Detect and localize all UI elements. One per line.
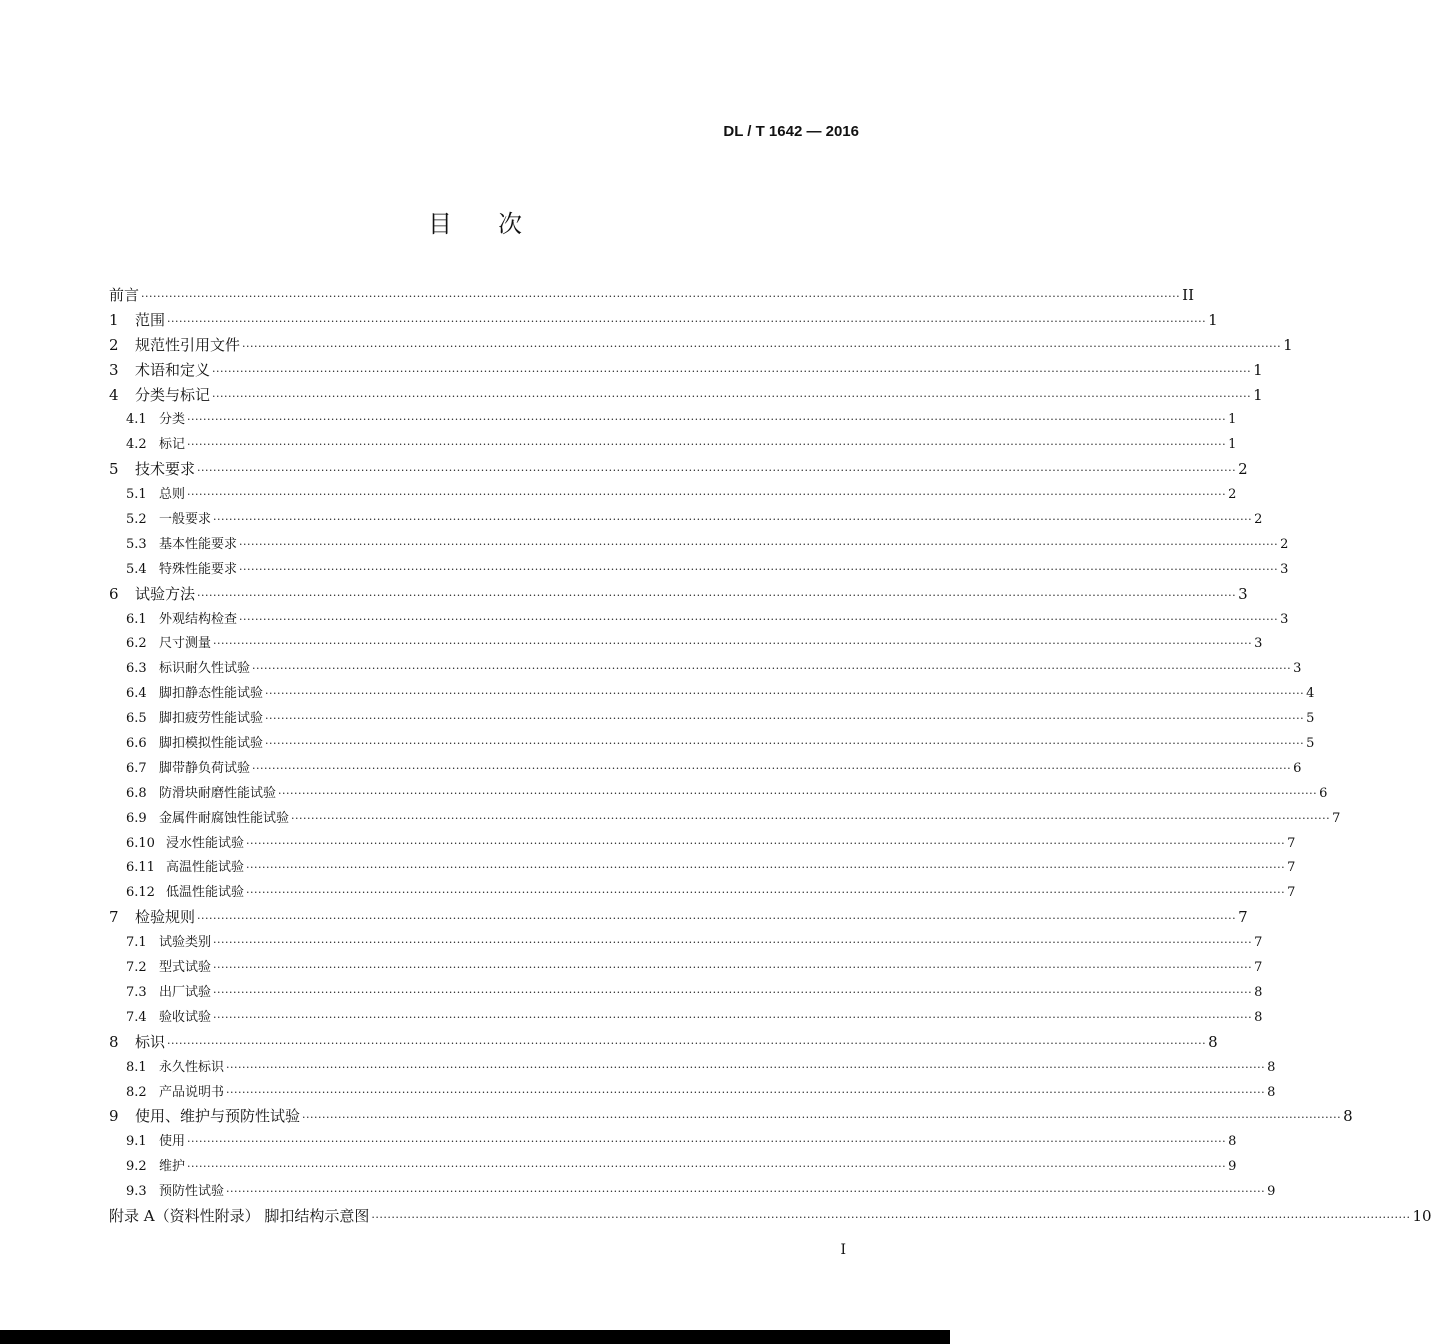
toc-entry-number: 7.3 bbox=[126, 984, 147, 1000]
toc-entry-number: 7.4 bbox=[126, 1009, 147, 1025]
dot-leader: ···································································································································································································································································· bbox=[246, 836, 1286, 850]
toc-entry-page: 7 bbox=[1254, 935, 1263, 951]
toc-entry-page: 9 bbox=[1267, 1184, 1276, 1200]
toc-entry[interactable] bbox=[109, 657, 1302, 682]
toc-entry-title: 外观结构检查 bbox=[159, 611, 238, 627]
toc-entry[interactable] bbox=[109, 334, 1293, 359]
toc-entry-page: 7 bbox=[1254, 960, 1263, 976]
toc-entry-title: 标识耐久性试验 bbox=[159, 661, 251, 677]
dot-leader: ···································································································································································································································································· bbox=[226, 1185, 1266, 1199]
toc-entry-number: 6.2 bbox=[126, 636, 147, 652]
toc-entry-title: 脚扣疲劳性能试验 bbox=[159, 711, 264, 727]
toc-entry[interactable] bbox=[109, 608, 1289, 633]
dot-leader: ···································································································································································································································································· bbox=[239, 612, 1279, 626]
toc-entry-title: 维护 bbox=[159, 1159, 186, 1175]
toc-entry-title: 验收试验 bbox=[159, 1009, 212, 1025]
toc-entry-page: 3 bbox=[1280, 611, 1289, 627]
dot-leader: ···································································································································································································································································· bbox=[252, 761, 1292, 775]
toc-entry-number: 9.2 bbox=[126, 1159, 147, 1175]
toc-entry-page: 7 bbox=[1332, 810, 1341, 826]
toc-entry-title: 检验规则 bbox=[135, 908, 196, 927]
toc-entry[interactable] bbox=[109, 1180, 1276, 1205]
toc-entry-title: 产品说明书 bbox=[159, 1084, 225, 1100]
toc-entry-title: 脚带静负荷试验 bbox=[159, 760, 251, 776]
toc-entry-page: 1 bbox=[1208, 310, 1218, 329]
toc-entry-title: 技术要求 bbox=[135, 460, 196, 479]
toc-entry-number: 5 bbox=[109, 460, 119, 479]
toc-entry-title: 出厂试验 bbox=[159, 984, 212, 1000]
toc-entry-number: 4 bbox=[109, 385, 119, 404]
toc-entry[interactable] bbox=[109, 906, 1248, 931]
toc-entry-number: 7.1 bbox=[126, 935, 147, 951]
toc-entry-title: 使用 bbox=[159, 1134, 186, 1150]
toc-entry-title: 分类 bbox=[159, 412, 186, 428]
dot-leader: ···································································································································································································································································· bbox=[197, 588, 1237, 602]
dot-leader: ···································································································································································································································································· bbox=[226, 1085, 1266, 1099]
toc-entry-title: 高温性能试验 bbox=[166, 860, 245, 876]
toc-entry-number: 6.8 bbox=[126, 785, 147, 801]
toc-entry-title: 使用、维护与预防性试验 bbox=[135, 1107, 301, 1126]
toc-entry-number: 7.2 bbox=[126, 960, 147, 976]
toc-entry[interactable] bbox=[109, 384, 1263, 409]
toc-entry[interactable] bbox=[109, 408, 1237, 433]
toc-entry-page: 1 bbox=[1228, 412, 1237, 428]
toc-entry-page: 7 bbox=[1238, 908, 1248, 927]
toc-entry[interactable] bbox=[109, 632, 1263, 657]
toc-entry-number: 4.2 bbox=[126, 437, 147, 453]
toc-entry[interactable] bbox=[109, 558, 1289, 583]
toc-entry-title: 脚扣模拟性能试验 bbox=[159, 736, 264, 752]
dot-leader: ···································································································································································································································································· bbox=[239, 537, 1279, 551]
toc-entry[interactable] bbox=[109, 1056, 1276, 1081]
toc-entry-page: 5 bbox=[1306, 711, 1315, 727]
toc-entry[interactable] bbox=[109, 732, 1315, 757]
dot-leader: ···································································································································································································································································· bbox=[167, 1036, 1207, 1050]
toc-entry-number: 6.4 bbox=[126, 686, 147, 702]
toc-entry-title: 型式试验 bbox=[159, 960, 212, 976]
toc-entry-number: 6.9 bbox=[126, 810, 147, 826]
dot-leader: ···································································································································································································································································· bbox=[187, 413, 1227, 427]
page-title: 目次 bbox=[428, 210, 568, 238]
toc-entry-number: 8 bbox=[109, 1032, 119, 1051]
toc-entry-number: 6.10 bbox=[126, 835, 155, 851]
dot-leader: ···································································································································································································································································· bbox=[213, 513, 1253, 527]
toc-entry-number: 9.1 bbox=[126, 1134, 147, 1150]
toc-entry-title: 标识 bbox=[135, 1032, 166, 1051]
toc-entry-number: 6.3 bbox=[126, 661, 147, 677]
dot-leader: ···································································································································································································································································· bbox=[302, 1111, 1342, 1125]
toc-entry-page: 7 bbox=[1287, 885, 1296, 901]
toc-entry-title: 规范性引用文件 bbox=[135, 335, 241, 354]
toc-entry[interactable] bbox=[109, 284, 1194, 309]
toc-entry[interactable] bbox=[109, 707, 1315, 732]
toc-entry[interactable] bbox=[109, 359, 1263, 384]
toc-entry-title: 前言 bbox=[109, 286, 140, 304]
toc-entry-page: 8 bbox=[1228, 1134, 1237, 1150]
dot-leader: ···································································································································································································································································· bbox=[197, 464, 1237, 478]
toc-entry-page: 3 bbox=[1254, 636, 1263, 652]
toc-entry-page: 1 bbox=[1253, 385, 1263, 404]
toc-entry[interactable] bbox=[109, 682, 1315, 707]
toc-entry[interactable] bbox=[109, 1105, 1353, 1130]
toc-entry[interactable] bbox=[109, 1155, 1237, 1180]
toc-entry-title: 脚扣静态性能试验 bbox=[159, 686, 264, 702]
toc-entry-title: 标记 bbox=[159, 437, 186, 453]
toc-entry-number: 6.11 bbox=[126, 860, 155, 876]
toc-entry-title: 附录 A（资料性附录） 脚扣结构示意图 bbox=[109, 1206, 370, 1225]
toc-entry-title: 试验方法 bbox=[135, 584, 196, 603]
toc-entry-number: 6.12 bbox=[126, 885, 155, 901]
toc-entry-number: 6 bbox=[109, 584, 119, 603]
toc-entry-page: 9 bbox=[1228, 1159, 1237, 1175]
toc-entry-number: 5.2 bbox=[126, 512, 147, 528]
bottom-edge-bar bbox=[0, 1330, 950, 1344]
toc-entry[interactable] bbox=[109, 458, 1248, 483]
dot-leader: ···································································································································································································································································· bbox=[252, 662, 1292, 676]
toc-entry-title: 永久性标识 bbox=[159, 1059, 225, 1075]
toc-entry-number: 7 bbox=[109, 908, 119, 927]
toc-entry[interactable] bbox=[109, 856, 1296, 881]
dot-leader: ···································································································································································································································································· bbox=[213, 936, 1253, 950]
toc-entry-title: 基本性能要求 bbox=[159, 536, 238, 552]
toc-entry-page: 7 bbox=[1287, 860, 1296, 876]
dot-leader: ···································································································································································································································································· bbox=[265, 712, 1305, 726]
toc-entry[interactable] bbox=[109, 1130, 1237, 1155]
toc-entry-title: 尺寸测量 bbox=[159, 636, 212, 652]
toc-entry-number: 6.6 bbox=[126, 736, 147, 752]
toc-entry[interactable] bbox=[109, 583, 1248, 608]
toc-entry-number: 5.4 bbox=[126, 561, 147, 577]
dot-leader: ···································································································································································································································································· bbox=[291, 811, 1331, 825]
toc-entry-number: 8.1 bbox=[126, 1059, 147, 1075]
toc-entry[interactable] bbox=[109, 483, 1237, 508]
dot-leader: ···································································································································································································································································· bbox=[212, 389, 1252, 403]
dot-leader: ···································································································································································································································································· bbox=[197, 912, 1237, 926]
toc-entry-title: 防滑块耐磨性能试验 bbox=[159, 785, 277, 801]
toc-entry-page: 3 bbox=[1293, 661, 1302, 677]
dot-leader: ···································································································································································································································································· bbox=[239, 562, 1279, 576]
toc-entry-title: 低温性能试验 bbox=[166, 885, 245, 901]
dot-leader: ···································································································································································································································································· bbox=[265, 687, 1305, 701]
toc-entry-title: 预防性试验 bbox=[159, 1184, 225, 1200]
toc-entry-page: 8 bbox=[1254, 984, 1263, 1000]
toc-entry-page: 8 bbox=[1267, 1059, 1276, 1075]
toc-entry[interactable] bbox=[109, 1006, 1263, 1031]
toc-entry-number: 9.3 bbox=[126, 1184, 147, 1200]
toc-entry-title: 特殊性能要求 bbox=[159, 561, 238, 577]
dot-leader: ···································································································································································································································································· bbox=[213, 1010, 1253, 1024]
dot-leader: ···································································································································································································································································· bbox=[213, 961, 1253, 975]
toc-entry-number: 6.5 bbox=[126, 711, 147, 727]
toc-entry-title: 范围 bbox=[135, 310, 166, 329]
toc-entry[interactable] bbox=[109, 533, 1289, 558]
toc-entry-title: 试验类别 bbox=[159, 935, 212, 951]
page-number: I bbox=[840, 1242, 846, 1258]
toc-entry-title: 总则 bbox=[159, 487, 186, 503]
toc-entry-title: 术语和定义 bbox=[135, 360, 211, 379]
toc-entry-page: 8 bbox=[1267, 1084, 1276, 1100]
toc-entry[interactable] bbox=[109, 433, 1237, 458]
toc-entry[interactable] bbox=[109, 782, 1328, 807]
toc-entry[interactable] bbox=[109, 1081, 1276, 1106]
toc-entry[interactable] bbox=[109, 1031, 1218, 1056]
toc-entry-title: 分类与标记 bbox=[135, 385, 211, 404]
toc-entry-page: 4 bbox=[1306, 686, 1315, 702]
dot-leader: ···································································································································································································································································· bbox=[213, 985, 1253, 999]
dot-leader: ···································································································································································································································································· bbox=[167, 314, 1207, 328]
toc-entry-number: 5.1 bbox=[126, 487, 147, 503]
document-id: DL / T 1642 — 2016 bbox=[723, 123, 859, 140]
dot-leader: ···································································································································································································································································· bbox=[226, 1060, 1266, 1074]
toc-entry[interactable] bbox=[109, 807, 1341, 832]
dot-leader: ···································································································································································································································································· bbox=[246, 861, 1286, 875]
toc-entry-number: 9 bbox=[109, 1107, 119, 1126]
toc-entry-page: 10 bbox=[1412, 1206, 1432, 1225]
toc-entry[interactable] bbox=[109, 881, 1296, 906]
toc-entry[interactable] bbox=[109, 1205, 1432, 1230]
dot-leader: ···································································································································································································································································· bbox=[265, 737, 1305, 751]
toc-entry[interactable] bbox=[109, 508, 1263, 533]
toc-entry-page: 1 bbox=[1228, 437, 1237, 453]
toc-entry-number: 6.1 bbox=[126, 611, 147, 627]
toc-entry-page: 2 bbox=[1238, 460, 1248, 479]
toc-entry-page: 2 bbox=[1254, 512, 1263, 528]
toc-entry-page: 8 bbox=[1343, 1107, 1353, 1126]
dot-leader: ···································································································································································································································································· bbox=[246, 886, 1286, 900]
toc-entry-page: 2 bbox=[1280, 536, 1289, 552]
dot-leader: ···································································································································································································································································· bbox=[242, 339, 1282, 353]
toc-entry-page: 1 bbox=[1253, 360, 1263, 379]
dot-leader: ···································································································································································································································································· bbox=[141, 290, 1181, 303]
toc-entry-page: 7 bbox=[1287, 835, 1296, 851]
toc-entry-page: 2 bbox=[1228, 487, 1237, 503]
dot-leader: ···································································································································································································································································· bbox=[187, 438, 1227, 452]
dot-leader: ···································································································································································································································································· bbox=[187, 1135, 1227, 1149]
toc-entry[interactable] bbox=[109, 931, 1263, 956]
toc-entry-page: 6 bbox=[1319, 785, 1328, 801]
toc-entry-title: 一般要求 bbox=[159, 512, 212, 528]
toc-entry[interactable] bbox=[109, 309, 1218, 334]
toc-entry-number: 1 bbox=[109, 310, 119, 329]
dot-leader: ···································································································································································································································································· bbox=[278, 786, 1318, 800]
table-of-contents bbox=[109, 284, 1432, 1230]
toc-entry-page: 3 bbox=[1238, 584, 1248, 603]
toc-entry[interactable] bbox=[109, 956, 1263, 981]
toc-entry-page: 8 bbox=[1208, 1032, 1218, 1051]
toc-entry-page: 1 bbox=[1283, 335, 1293, 354]
toc-entry-number: 6.7 bbox=[126, 760, 147, 776]
toc-entry-title: 金属件耐腐蚀性能试验 bbox=[159, 810, 290, 826]
dot-leader: ···································································································································································································································································· bbox=[187, 1160, 1227, 1174]
toc-entry-number: 4.1 bbox=[126, 412, 147, 428]
dot-leader: ···································································································································································································································································· bbox=[213, 637, 1253, 651]
toc-entry-page: 5 bbox=[1306, 736, 1315, 752]
toc-entry[interactable] bbox=[109, 832, 1296, 857]
toc-entry[interactable] bbox=[109, 757, 1302, 782]
toc-entry-number: 5.3 bbox=[126, 536, 147, 552]
toc-entry-title: 浸水性能试验 bbox=[166, 835, 245, 851]
dot-leader: ···································································································································································································································································· bbox=[187, 488, 1227, 502]
dot-leader: ···································································································································································································································································· bbox=[371, 1210, 1411, 1224]
toc-entry-page: 8 bbox=[1254, 1009, 1263, 1025]
toc-entry-page: II bbox=[1182, 286, 1194, 304]
toc-entry-number: 3 bbox=[109, 360, 119, 379]
toc-entry-number: 8.2 bbox=[126, 1084, 147, 1100]
toc-entry[interactable] bbox=[109, 981, 1263, 1006]
dot-leader: ···································································································································································································································································· bbox=[212, 364, 1252, 378]
toc-entry-page: 6 bbox=[1293, 760, 1302, 776]
toc-entry-page: 3 bbox=[1280, 561, 1289, 577]
toc-entry-number: 2 bbox=[109, 335, 119, 354]
